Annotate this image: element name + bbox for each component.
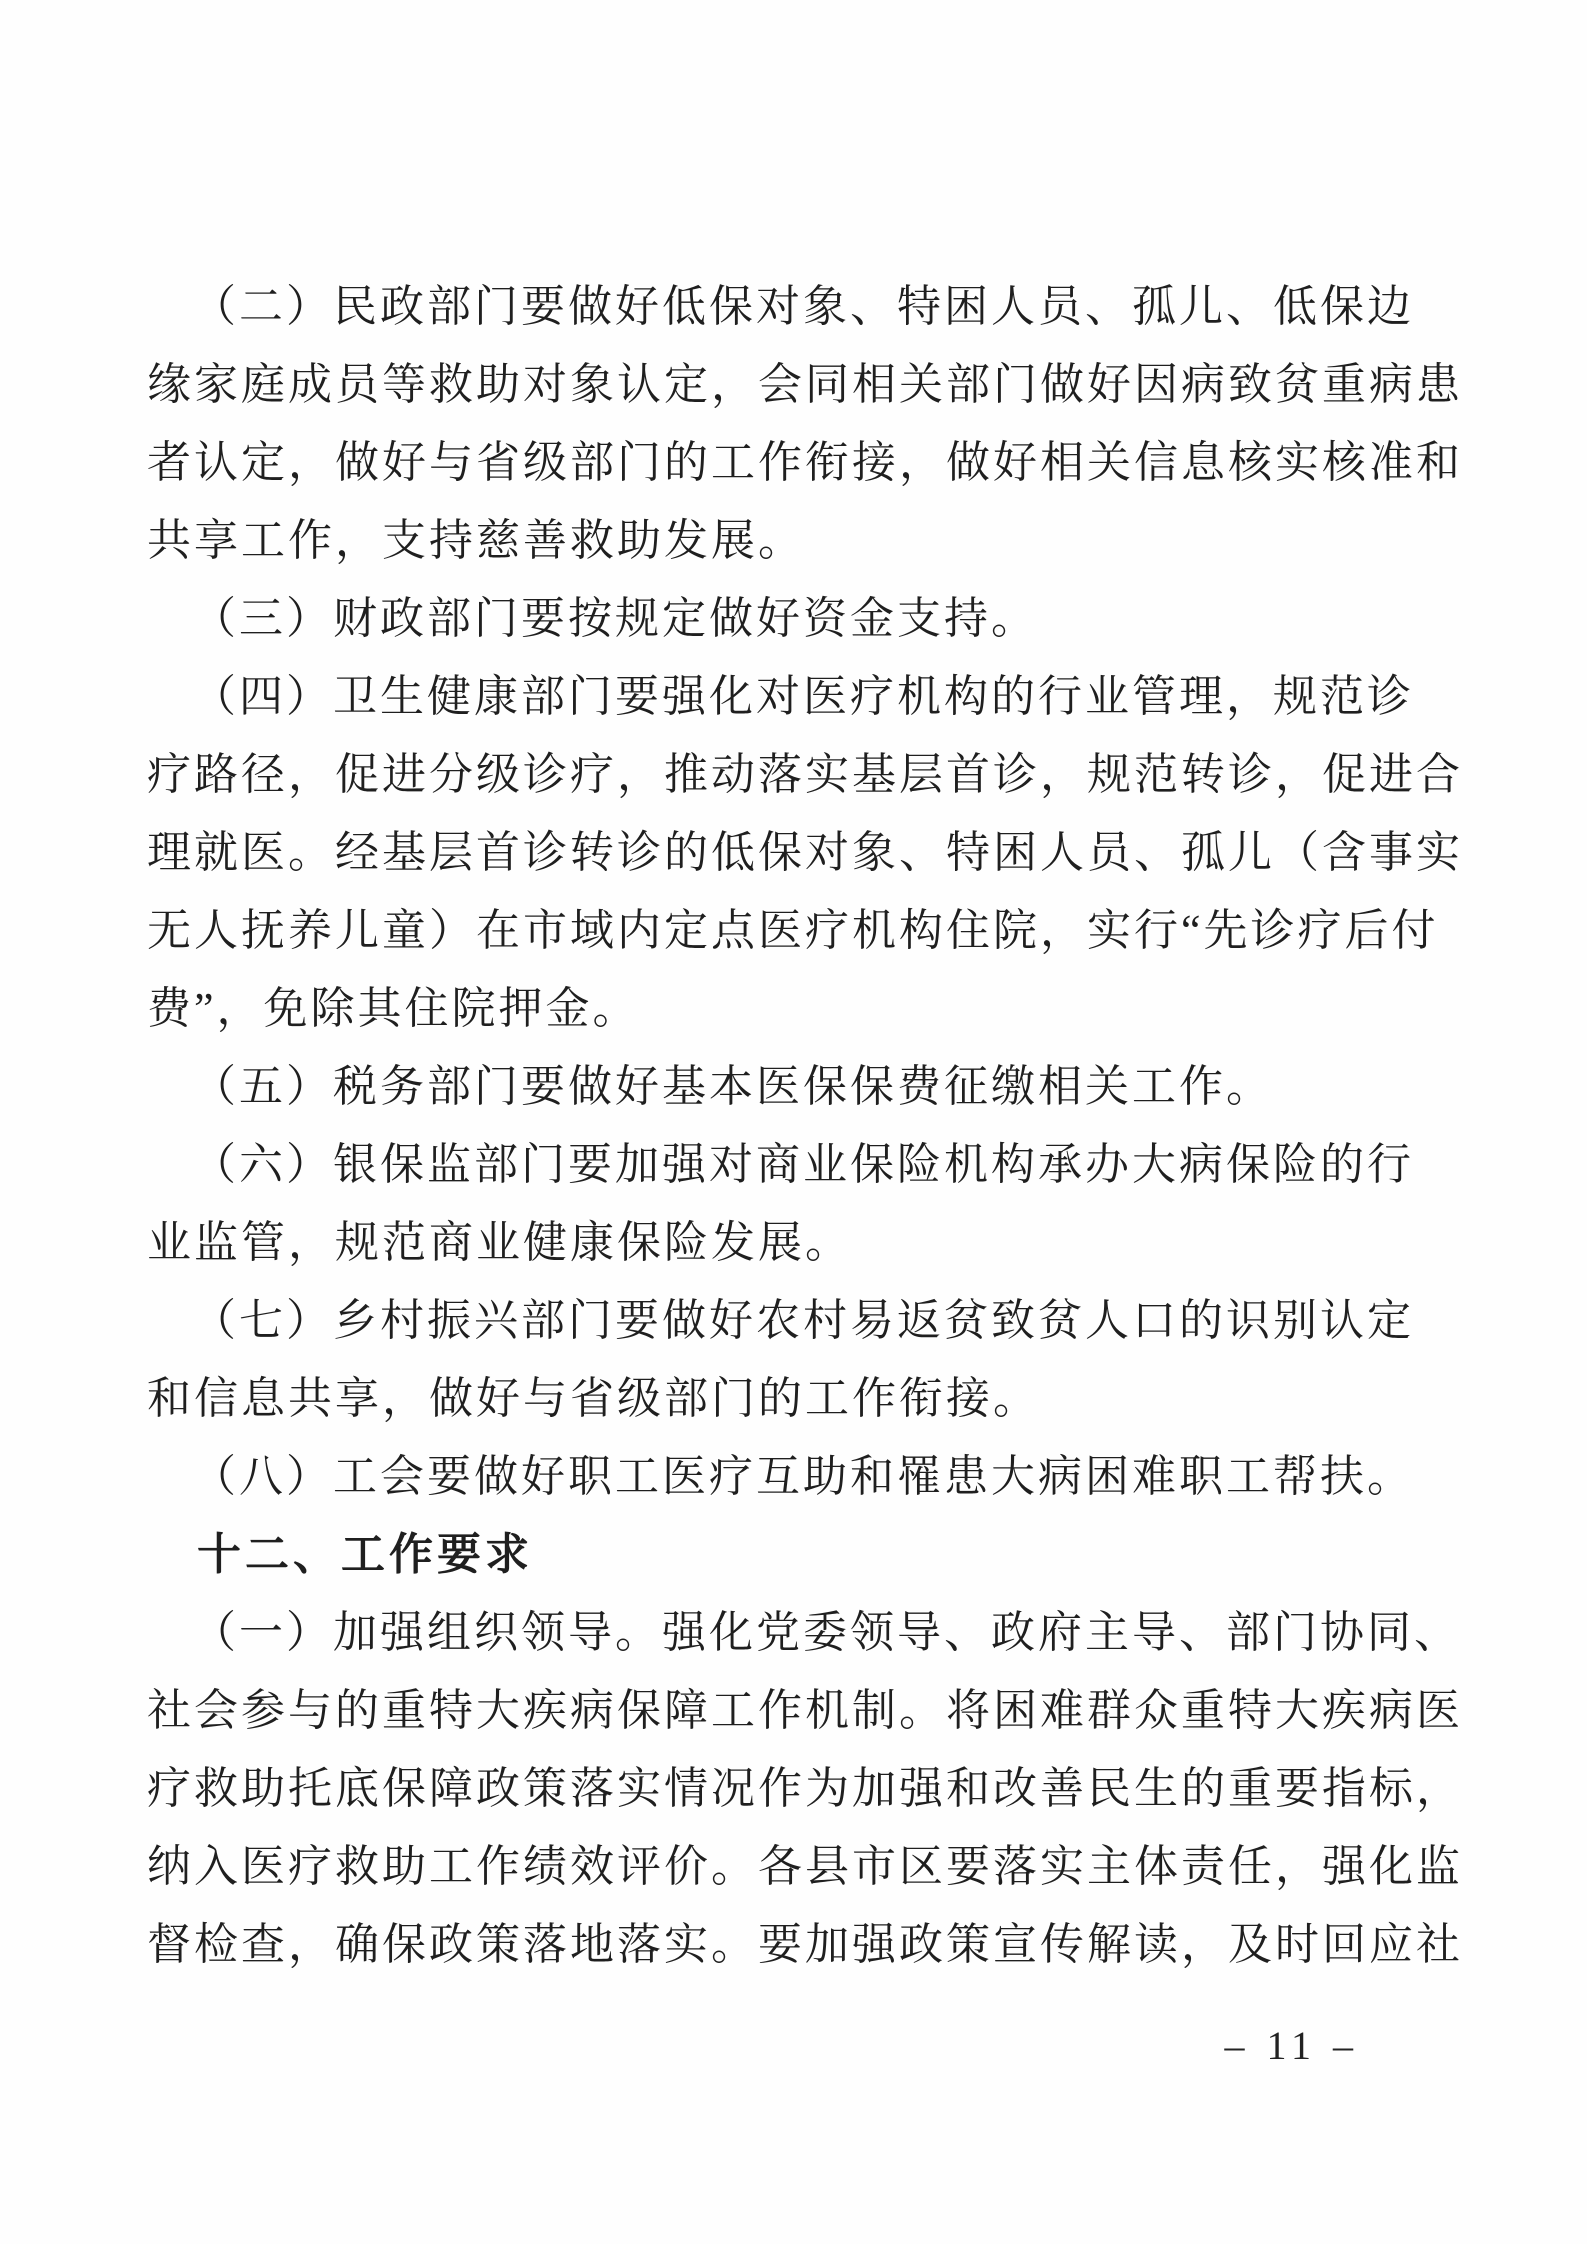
page-number: – 11 – — [1224, 2023, 1359, 2068]
text-line: 和信息共享，做好与省级部门的工作衔接。 — [147, 1374, 1040, 1423]
text-line: （六）银保监部门要加强对商业保险机构承办大病保险的行 — [192, 1140, 1414, 1189]
text-line: （五）税务部门要做好基本医保保费征缴相关工作。 — [192, 1062, 1273, 1111]
text-line: （二）民政部门要做好低保对象、特困人员、孤儿、低保边 — [192, 282, 1414, 331]
text-line: （三）财政部门要按规定做好资金支持。 — [192, 594, 1038, 643]
text-line: （七）乡村振兴部门要做好农村易返贫致贫人口的识别认定 — [192, 1296, 1414, 1345]
text-line: 疗路径，促进分级诊疗，推动落实基层首诊，规范转诊，促进合 — [147, 750, 1463, 799]
text-line: 社会参与的重特大疾病保障工作机制。将困难群众重特大疾病医 — [147, 1686, 1463, 1735]
text-line: 业监管，规范商业健康保险发展。 — [147, 1218, 852, 1267]
section-heading: 十二、工作要求 — [197, 1530, 533, 1579]
text-line: 费”，免除其住院押金。 — [147, 984, 640, 1033]
text-line: 缘家庭成员等救助对象认定，会同相关部门做好因病致贫重病患 — [147, 360, 1463, 409]
text-line: （八）工会要做好职工医疗互助和罹患大病困难职工帮扶。 — [192, 1452, 1414, 1501]
text-line: 共享工作，支持慈善救助发展。 — [147, 516, 805, 565]
text-line: 无人抚养儿童）在市域内定点医疗机构住院，实行“先诊疗后付 — [147, 906, 1439, 955]
text-line: 督检查，确保政策落地落实。要加强政策宣传解读，及时回应社 — [147, 1920, 1463, 1969]
text-line: （四）卫生健康部门要强化对医疗机构的行业管理，规范诊 — [192, 672, 1414, 721]
text-line: （一）加强组织领导。强化党委领导、政府主导、部门协同、 — [192, 1608, 1461, 1657]
text-line: 理就医。经基层首诊转诊的低保对象、特困人员、孤儿（含事实 — [147, 828, 1463, 877]
text-line: 者认定，做好与省级部门的工作衔接，做好相关信息核实核准和 — [147, 438, 1463, 487]
text-line: 疗救助托底保障政策落实情况作为加强和改善民生的重要指标， — [147, 1764, 1463, 1813]
text-line: 纳入医疗救助工作绩效评价。各县市区要落实主体责任，强化监 — [147, 1842, 1463, 1891]
document-text-block — [147, 268, 1477, 1984]
